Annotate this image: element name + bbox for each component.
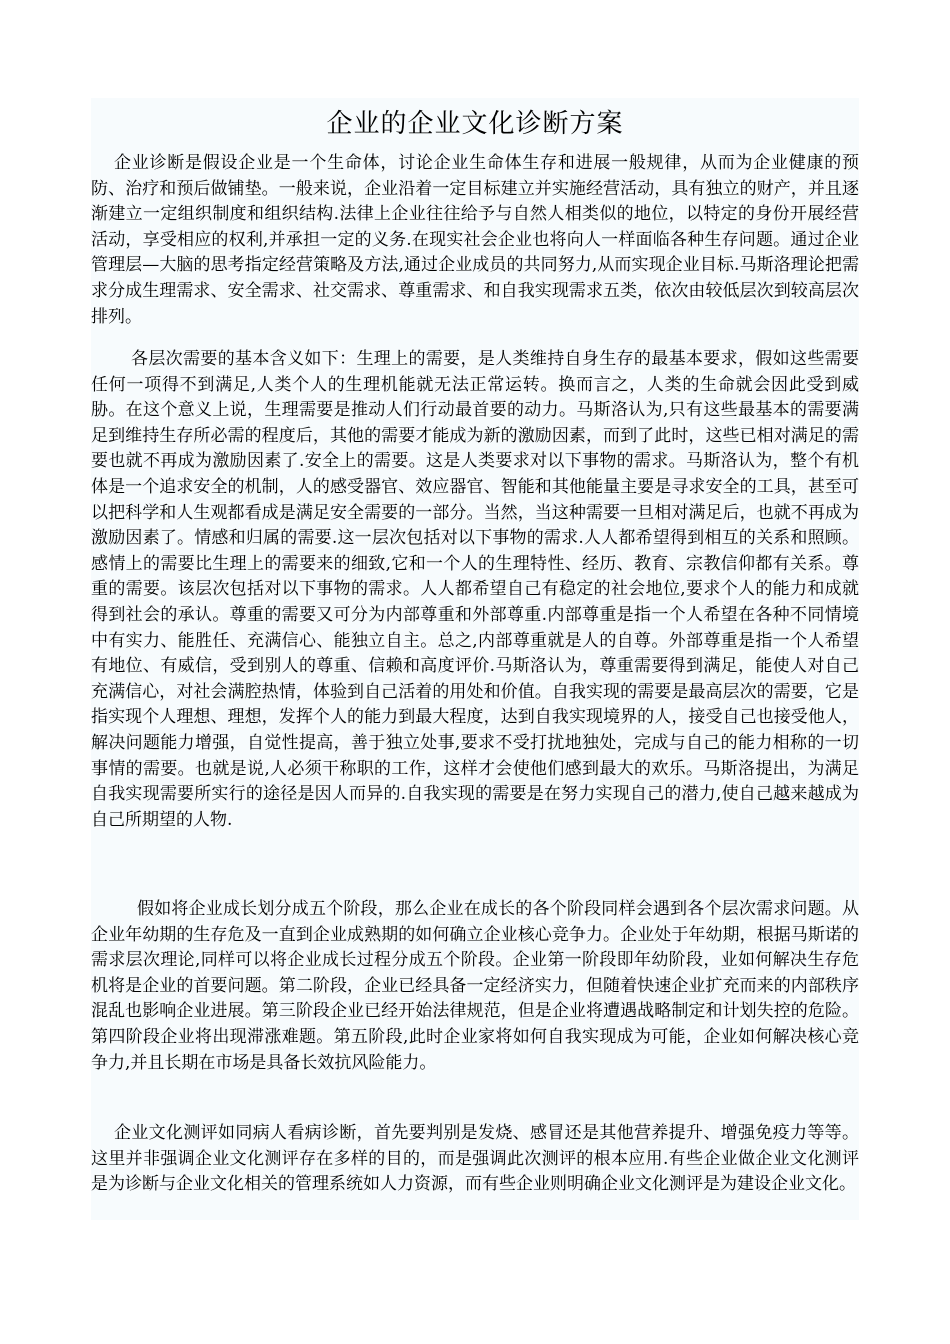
paragraph-growth-stages: 假如将企业成长划分成五个阶段，那么企业在成长的各个阶段同样会遇到各个层次需求问题。从企业年幼期的生存危及一直到企业成熟期的如何确立企业核心竞争力。企业处于年幼期，根据马斯诺的需求层次理论,同样可以将企业成长过程分成五个阶段。企业第一阶段即年幼阶段，业如何解决生存危机将是企业的首要问题。第二阶段，企业已经具备一定经济实力，但随着快速企业扩充而来的内部秩序混乱也影响企业进展。第三阶段企业已经开始法律规范，但是企业将遭遇战略制定和计划失控的危险。第四阶段企业将出现滞涨难题。第五阶段,此时企业家将如何自我实现成为可能，企业如何解决核心竞争力,并且长期在市场是具备长效抗风险能力。 (91, 899, 859, 1073)
paragraph-culture-assessment: 企业文化测评如同病人看病诊断，首先要判别是发烧、感冒还是其他营养提升、增强免疫力等等。这里并非强调企业文化测评存在多样的目的，而是强调此次测评的根本应用.有些企业做企业文化测评是为诊断与企业文化相关的管理系统如人力资源，而有些企业则明确企业文化测评是为建设企业文化。 (91, 1123, 859, 1195)
document-title: 企业的企业文化诊断方案 (326, 109, 624, 139)
paragraph-intro: 企业诊断是假设企业是一个生命体，讨论企业生命体生存和进展一般规律，从而为企业健康的预防、治疗和预后做铺垫。一般来说，企业沿着一定目标建立并实施经营活动，具有独立的财产，并且逐渐建立一定组织制度和组织结构.法律上企业往往给予与自然人相类似的地位，以特定的身份开展经营活动，享受相应的权利,并承担一定的义务.在现实社会企业也将向人一样面临各种生存问题。通过企业管理层—大脑的思考指定经营策略及方法,通过企业成员的共同努力,从而实现企业目标.马斯洛理论把需求分成生理需求、安全需求、社交需求、尊重需求、和自我实现需求五类，依次由较低层次到较高层次排列。 (91, 153, 859, 327)
paragraph-needs-hierarchy: 各层次需要的基本含义如下：生理上的需要，是人类维持自身生存的最基本要求，假如这些需要任何一项得不到满足,人类个人的生理机能就无法正常运转。换而言之，人类的生命就会因此受到威胁。在这个意义上说，生理需要是推动人们行动最首要的动力。马斯洛认为,只有这些最基本的需要满足到维持生存所必需的程度后，其他的需要才能成为新的激励因素，而到了此时，这些已相对满足的需要也就不再成为激励因素了.安全上的需要。这是人类要求对以下事物的需求。马斯洛认为，整个有机体是一个追求安全的机制，人的感受器官、效应器官、智能和其他能量主要是寻求安全的工具，甚至可以把科学和人生观都看成是满足安全需要的一部分。当然，当这种需要一旦相对满足后，也就不再成为激励因素了。情感和归属的需要.这一层次包括对以下事物的需求.人人都希望得到相互的关系和照顾。感情上的需要比生理上的需要来的细致,它和一个人的生理特性、经历、教育、宗教信仰都有关系。尊重的需要。该层次包括对以下事物的需求。人人都希望自己有稳定的社会地位,要求个人的能力和成就得到社会的承认。尊重的需要又可分为内部尊重和外部尊重.内部尊重是指一个人希望在各种不同情境中有实力、能胜任、充满信心、能独立自主。总之,内部尊重就是人的自尊。外部尊重是指一个人希望有地位、有威信，受到别人的尊重、信赖和高度评价.马斯洛认为，尊重需要得到满足，能使人对自己充满信心，对社会满腔热情，体验到自己活着的用处和价值。自我实现的需要是最高层次的需要，它是指实现个人理想、理想，发挥个人的能力到最大程度，达到自我实现境界的人，接受自己也接受他人，解决问题能力增强，自觉性提高，善于独立处事,要求不受打扰地独处，完成与自己的能力相称的一切事情的需要。也就是说,人必须干称职的工作，这样才会使他们感到最大的欢乐。马斯洛提出，为满足自我实现需要所实行的途径是因人而异的.自我实现的需要是在努力实现自己的潜力,使自己越来越成为自己所期望的人物. (91, 349, 859, 830)
